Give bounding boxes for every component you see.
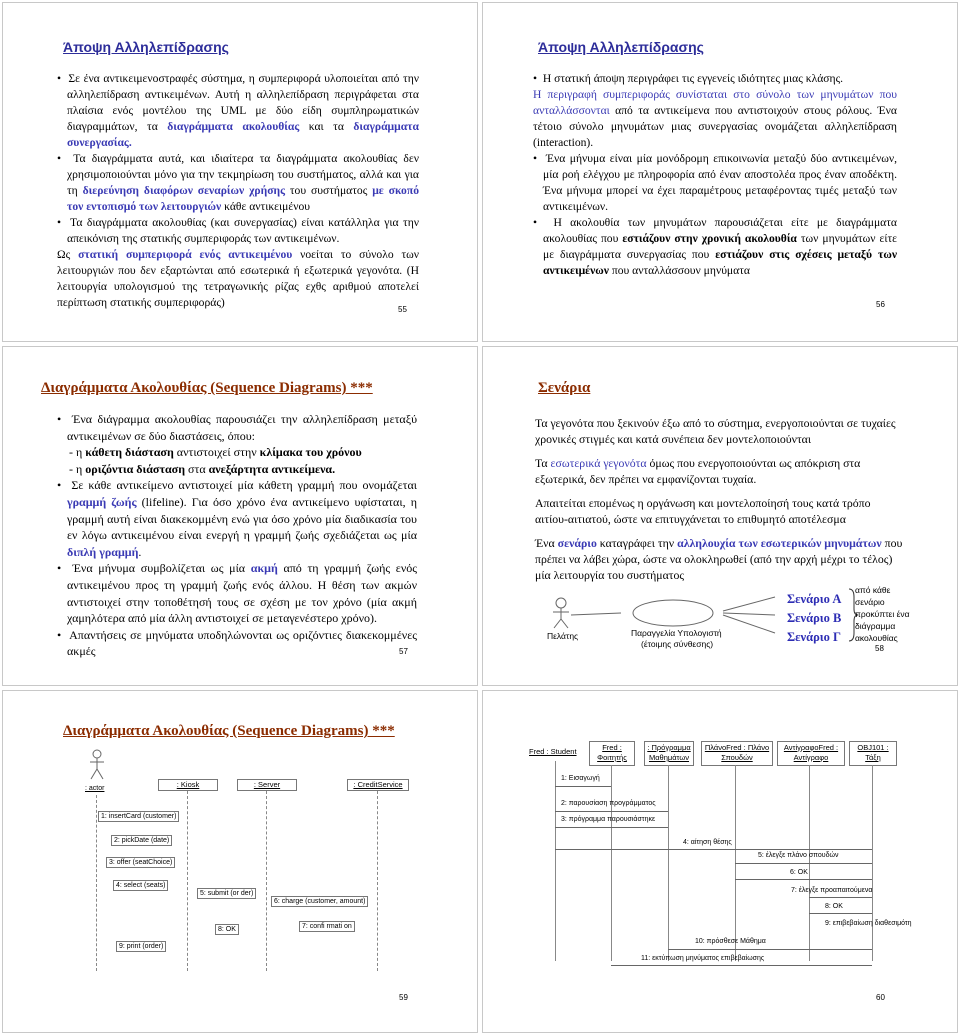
bullet: • Απαντήσεις σε μηνύματα υποδηλώνονται ως οριζόντιες διακεκομμένες ακμές (57, 627, 417, 660)
paragraph: Ως στατική συμπεριφορά ενός αντικειμένου νοείται το σύνολο των λειτουργιών που δεν εξαρτώνται από εσωτερικά ή εξωτερικά γεγονότα. (Η λειτουργία υπολογισμού της τετραγωνικής ρίζας εχθς αριθμού αποτελεί περίπτωση στατικής συμπεριφοράς) (57, 248, 419, 309)
note-line: από κάθε (855, 585, 891, 595)
message: 5: submit (or der) (197, 888, 256, 899)
scenario-b: Σενάριο Β (787, 611, 842, 625)
message-arrow (809, 913, 872, 914)
slide-title: Άποψη Αλληλεπίδρασης (538, 39, 704, 55)
bullet: • Σε κάθε αντικείμενο αντιστοιχεί μία κάθετη γραμμή που ονομάζεται γραμμή ζωής (lifeline). Για όσο χρόνο ένα αντικείμενο υφίσταται, η γραμμή αυτή είναι διακεκομμένη ενώ για όσο χρόνο μία διαδικασία του εν λόγω αντικειμένου είναι ενεργή η γραμμή ζωής σχεδιάζεται ως μία διπλή γραμμή. (57, 477, 417, 560)
page-number: 57 (399, 647, 408, 656)
slide-title: Διαγράμματα Ακολουθίας (Sequence Diagrams) *** (63, 723, 395, 739)
scenario-arrow (723, 613, 775, 615)
object-student: Fred : Student (529, 747, 577, 756)
dimension-line: - η κάθετη διάσταση αντιστοιχεί στην κλίμακα του χρόνου (69, 445, 362, 460)
object-kiosk: : Kiosk (158, 779, 218, 791)
slide-55 (2, 2, 478, 342)
bullet: • Ένα διάγραμμα ακολουθίας παρουσιάζει την αλληλεπίδραση μεταξύ αντικειμένων σε δύο διαστάσεις, όπου: (57, 411, 417, 444)
page-number: 55 (398, 305, 407, 314)
page-number: 58 (875, 644, 884, 653)
message-arrow (555, 811, 668, 812)
slide-title: Διαγράμματα Ακολουθίας (Sequence Diagrams) *** (41, 380, 373, 396)
message: 8: OK (825, 903, 843, 910)
bullet: • Ένα μήνυμα είναι μία μονόδρομη επικοινωνία μεταξύ δύο αντικειμένων, μία ροή ελέγχου με πληροφορία από έναν αποστολέα προς έναν αποδέκτη. Ένα μήνυμα μπορεί να έχει παραμέτρους μεταφέροντας τιμές μεταξύ των αντικειμένων. (533, 151, 897, 215)
actor-icon (553, 598, 569, 628)
lifeline (96, 795, 97, 971)
object-taxi: OBJ101 : Τάξη (849, 741, 897, 766)
slide-60 (482, 690, 958, 1033)
note-line: ακολουθίας (855, 633, 898, 643)
message: 8: OK (215, 924, 239, 935)
note-line: σενάριο (855, 597, 885, 607)
message: 7: confi rmati on (299, 921, 355, 932)
page-number: 56 (876, 300, 885, 309)
lifeline (555, 761, 556, 961)
actor-label: Πελάτης (547, 631, 579, 641)
lifeline (266, 791, 267, 971)
slide-59 (2, 690, 478, 1033)
message: 1: insertCard (customer) (98, 811, 179, 822)
slide-58 (482, 346, 958, 686)
paragraph: Η περιγραφή συμπεριφοράς συνίσταται στο σύνολο των μηνυμάτων που ανταλλάσσονται από τα αντικείμενα που αντιστοιχούν στους ρόλους. Ένα τέτοιο σύνολο μηνυμάτων μιας συνεργασίας ονομάζεται αλληλεπίδραση (interaction). (533, 88, 897, 149)
message: 2: pickDate (date) (111, 835, 172, 846)
slide-body (533, 71, 897, 279)
message-arrow (735, 863, 872, 864)
message-arrow (555, 786, 611, 787)
message-arrow (668, 949, 872, 950)
lifeline (668, 765, 669, 961)
message: 3: πρόγραμμα παρουσιάστηκε (561, 816, 656, 823)
message-arrow (735, 879, 872, 880)
lifeline (377, 791, 378, 971)
slide-body (57, 71, 419, 311)
message: 2: παρουσίαση προγράμματος (561, 800, 656, 807)
slide-57 (2, 346, 478, 686)
scenario-a: Σενάριο Α (787, 592, 842, 606)
lifeline (611, 765, 612, 961)
bullet: • Σε ένα αντικειμενοστραφές σύστημα, η συμπεριφορά υλοποιείται από την αλληλεπίδραση αντικειμένων. Αυτή η αλληλεπίδραση περιγράφεται στα πλαίσια ενός μοντέλου της UML με δύο είδη συμπληρωματικών διαγραμμάτων, τα διαγράμματα ακολουθίας και τα διαγράμματα συνεργασίας. (57, 71, 419, 151)
message: 9: επιβεβαίωση διαθεσιμότη (825, 920, 912, 927)
bullet: • Η στατική άποψη περιγράφει τις εγγενείς ιδιότητες μιας κλάσης. (533, 71, 897, 87)
association-line (571, 613, 621, 615)
object-server: : Server (237, 779, 297, 791)
paragraph: Απαιτείται επομένως η οργάνωση και μοντελοποίησή τους κατά τρόπο αιτίου-αιτιατού, ώστε να επιτυγχάνεται το επιθυμητό αποτέλεσμα (535, 496, 871, 526)
object-plano: ΠλάνοFred : Πλάνο Σπουδών (701, 741, 773, 766)
bullet: • Η ακολουθία των μηνυμάτων παρουσιάζεται είτε με διαγράμματα ακολουθίας που εστιάζουν στην χρονική ακολουθία των μηνυμάτων είτε με διαγράμματα συνεργασίας που εστιάζουν στις σχέσεις μεταξύ των αντικειμένων που ανταλλάσσουν μηνύματα (533, 215, 897, 279)
lifeline (872, 765, 873, 961)
object-antigrafo: ΑντίγραφοFred : Αντίγραφο (777, 741, 845, 766)
message-arrow (809, 897, 872, 898)
slide-title: Σενάρια (538, 380, 591, 396)
message: 1: Εισαγωγή (561, 775, 600, 782)
message: 5: έλεγξε πλάνο σπουδών (758, 852, 839, 859)
paragraph: Τα γεγονότα που ξεκινούν έξω από το σύστημα, ενεργοποιούνται σε τυχαίες χρονικές στιγμές και κατά συνέπεια δεν μοντελοποιούνται (535, 416, 896, 446)
message: 6: OK (790, 869, 808, 876)
message: 3: offer (seatChoice) (106, 857, 175, 868)
message-arrow (611, 965, 872, 966)
message-arrow (555, 849, 872, 850)
message: 4: select (seats) (113, 880, 168, 891)
actor-icon (89, 749, 105, 781)
message: 7: έλεγξε προαπαιτούμενα (791, 887, 873, 894)
paragraph: Τα εσωτερικά γεγονότα όμως που ενεργοποιούνται ως απόκριση στα εξωτερικά, δεν πρέπει να εμφανίζονται τυχαία. (535, 456, 861, 486)
page-number: 60 (876, 993, 885, 1002)
message: 10: πρόσθεσε Μάθημα (695, 938, 766, 945)
object-creditservice: : CreditService (347, 779, 409, 791)
slide-56 (482, 2, 958, 342)
object-programma: : Πρόγραμμα Μαθημάτων (644, 741, 694, 766)
note-line: προκύπτει ένα (855, 609, 910, 619)
paragraph: Ένα σενάριο καταγράφει την αλληλουχία των εσωτερικών μηνυμάτων που πρέπει να λάβει χώρα, ώστε να ολοκληρωθεί (από την αρχή μέχρι το τέλος) μία λειτουργία του συστήματος (535, 536, 903, 582)
bullet: • Ένα μήνυμα συμβολίζεται ως μία ακμή από τη γραμμή ζωής ενός αντικειμένου προς τη γραμμή ζωής ενός άλλου. Η θέση των ακμών αντιστοιχεί στην τοποθέτησή τους σε σχέση με τον χρόνο (μία ακμή χαμηλότερα από μία άλλη αντιστοιχεί σε μεταγενέστερο χρόνο). (57, 560, 417, 626)
scenario-c: Σενάριο Γ (787, 630, 841, 644)
slide-body (57, 411, 417, 660)
bullet: • Τα διαγράμματα αυτά, και ιδιαίτερα τα διαγράμματα ακολουθίας δεν χρησιμοποιούνται μόνο για την τεκμηρίωση του συστήματος, αλλά και για τη διερεύνηση διαφόρων σεναρίων χρήσης του συστήματος με σκοπό τον εντοπισμό των λειτουργιών κάθε αντικειμένου (57, 151, 419, 215)
message: 9: print (order) (116, 941, 166, 952)
scenario-arrow (723, 615, 775, 633)
usecase-label: (έτοιμης σύνθεσης) (641, 639, 714, 649)
usecase-label: Παραγγελία Υπολογιστή (631, 628, 722, 638)
object-actor: : actor (85, 785, 105, 792)
scenario-arrow (723, 597, 775, 611)
usecase-ellipse (633, 600, 713, 626)
object-foititis: Fred : Φοιτητής (589, 741, 635, 766)
bullet: • Τα διαγράμματα ακολουθίας (και συνεργασίας) είναι κατάλληλα για την απεικόνιση της στατικής συμπεριφοράς των αντικειμένων. (57, 215, 419, 247)
slide-title: Άποψη Αλληλεπίδρασης (63, 39, 229, 55)
note-line: διάγραμμα (855, 621, 896, 631)
message: 6: charge (customer, amount) (271, 896, 368, 907)
dimension-line: - η οριζόντια διάσταση στα ανεξάρτητα αντικείμενα. (69, 461, 336, 476)
message: 4: αίτηση θέσης (683, 839, 732, 846)
lifeline (187, 791, 188, 971)
message-arrow (555, 827, 668, 828)
page-number: 59 (399, 993, 408, 1002)
message: 11: εκτύπωση μηνύματος επιβεβαίωσης (641, 955, 765, 962)
